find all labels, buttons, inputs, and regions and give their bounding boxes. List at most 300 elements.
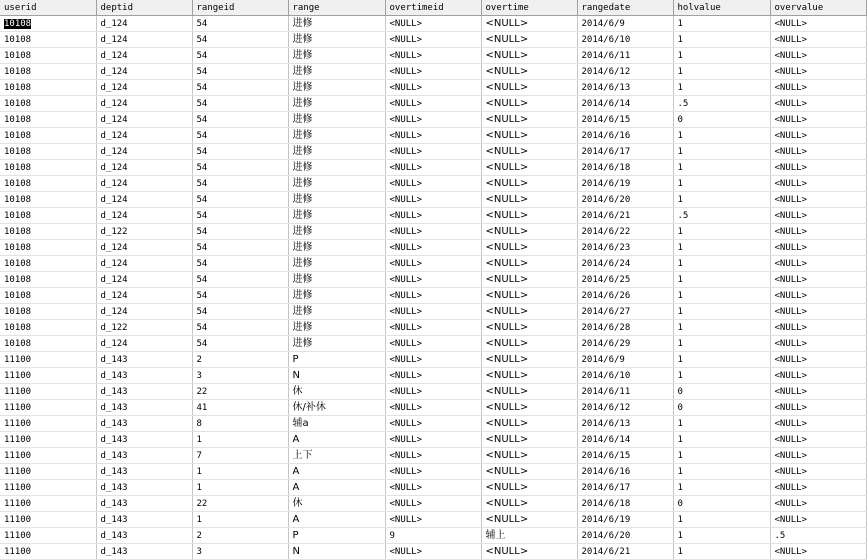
cell-overvalue[interactable] xyxy=(770,496,866,512)
table-row[interactable] xyxy=(0,128,866,144)
cell-rangedate[interactable] xyxy=(577,128,673,144)
cell-rangeid[interactable] xyxy=(192,144,288,160)
cell-range[interactable] xyxy=(288,368,385,384)
cell-userid[interactable] xyxy=(0,128,96,144)
cell-overtime[interactable] xyxy=(481,112,577,128)
cell-overtime[interactable] xyxy=(481,368,577,384)
cell-holvalue[interactable] xyxy=(673,192,770,208)
cell-overvalue[interactable] xyxy=(770,224,866,240)
cell-rangedate[interactable] xyxy=(577,96,673,112)
table-row[interactable] xyxy=(0,160,866,176)
column-header-overtimeid[interactable]: overtimeid xyxy=(385,0,481,16)
cell-holvalue[interactable] xyxy=(673,48,770,64)
cell-userid[interactable] xyxy=(0,304,96,320)
cell-overtime[interactable] xyxy=(481,48,577,64)
cell-holvalue[interactable] xyxy=(673,256,770,272)
table-row[interactable] xyxy=(0,384,866,400)
cell-overtimeid[interactable] xyxy=(385,432,481,448)
cell-holvalue[interactable] xyxy=(673,544,770,560)
column-header-overtime[interactable]: overtime xyxy=(481,0,577,16)
cell-overvalue[interactable] xyxy=(770,48,866,64)
cell-overvalue[interactable] xyxy=(770,32,866,48)
cell-userid[interactable] xyxy=(0,400,96,416)
cell-holvalue[interactable] xyxy=(673,32,770,48)
cell-overtime[interactable] xyxy=(481,160,577,176)
cell-overvalue[interactable] xyxy=(770,528,866,544)
cell-overtime[interactable] xyxy=(481,304,577,320)
column-header-deptid[interactable]: deptid xyxy=(96,0,192,16)
cell-range[interactable] xyxy=(288,544,385,560)
cell-holvalue[interactable] xyxy=(673,16,770,32)
cell-rangedate[interactable] xyxy=(577,544,673,560)
cell-userid[interactable] xyxy=(0,432,96,448)
cell-overtimeid[interactable] xyxy=(385,240,481,256)
cell-holvalue[interactable] xyxy=(673,448,770,464)
cell-overtimeid[interactable] xyxy=(385,384,481,400)
cell-rangedate[interactable] xyxy=(577,80,673,96)
cell-overtime[interactable] xyxy=(481,272,577,288)
cell-deptid[interactable] xyxy=(96,240,192,256)
table-row[interactable] xyxy=(0,16,866,32)
table-row[interactable] xyxy=(0,64,866,80)
table-row[interactable] xyxy=(0,304,866,320)
table-row[interactable] xyxy=(0,432,866,448)
cell-range[interactable] xyxy=(288,448,385,464)
cell-range[interactable] xyxy=(288,528,385,544)
cell-rangedate[interactable] xyxy=(577,32,673,48)
column-header-range[interactable]: range xyxy=(288,0,385,16)
cell-deptid[interactable] xyxy=(96,352,192,368)
table-row[interactable] xyxy=(0,288,866,304)
cell-holvalue[interactable] xyxy=(673,480,770,496)
cell-rangeid[interactable] xyxy=(192,80,288,96)
cell-rangeid[interactable] xyxy=(192,240,288,256)
cell-overvalue[interactable] xyxy=(770,352,866,368)
column-header-overvalue[interactable]: overvalue xyxy=(770,0,866,16)
cell-deptid[interactable] xyxy=(96,112,192,128)
cell-userid[interactable] xyxy=(0,448,96,464)
cell-userid[interactable] xyxy=(0,272,96,288)
cell-userid[interactable] xyxy=(0,240,96,256)
cell-rangedate[interactable] xyxy=(577,224,673,240)
cell-rangeid[interactable] xyxy=(192,336,288,352)
cell-rangeid[interactable] xyxy=(192,96,288,112)
cell-overvalue[interactable] xyxy=(770,256,866,272)
cell-deptid[interactable] xyxy=(96,256,192,272)
cell-range[interactable] xyxy=(288,304,385,320)
cell-rangedate[interactable] xyxy=(577,16,673,32)
cell-overtimeid[interactable] xyxy=(385,128,481,144)
cell-rangedate[interactable] xyxy=(577,400,673,416)
cell-overtime[interactable] xyxy=(481,528,577,544)
cell-overtimeid[interactable] xyxy=(385,480,481,496)
cell-range[interactable] xyxy=(288,432,385,448)
table-row[interactable] xyxy=(0,144,866,160)
cell-userid[interactable] xyxy=(0,112,96,128)
cell-rangedate[interactable] xyxy=(577,176,673,192)
cell-overtime[interactable] xyxy=(481,32,577,48)
table-row[interactable] xyxy=(0,96,866,112)
cell-userid[interactable] xyxy=(0,96,96,112)
cell-userid[interactable] xyxy=(0,160,96,176)
cell-rangeid[interactable] xyxy=(192,272,288,288)
cell-overvalue[interactable] xyxy=(770,544,866,560)
cell-userid[interactable] xyxy=(0,480,96,496)
cell-overtime[interactable] xyxy=(481,16,577,32)
cell-userid[interactable] xyxy=(0,528,96,544)
cell-holvalue[interactable] xyxy=(673,384,770,400)
cell-overvalue[interactable] xyxy=(770,336,866,352)
cell-range[interactable] xyxy=(288,320,385,336)
cell-rangeid[interactable] xyxy=(192,112,288,128)
cell-userid[interactable] xyxy=(0,208,96,224)
cell-userid[interactable] xyxy=(0,352,96,368)
cell-overvalue[interactable] xyxy=(770,400,866,416)
cell-rangeid[interactable] xyxy=(192,304,288,320)
cell-overvalue[interactable] xyxy=(770,368,866,384)
cell-range[interactable] xyxy=(288,400,385,416)
cell-deptid[interactable] xyxy=(96,288,192,304)
cell-holvalue[interactable] xyxy=(673,64,770,80)
cell-deptid[interactable] xyxy=(96,16,192,32)
cell-overvalue[interactable] xyxy=(770,96,866,112)
cell-overtimeid[interactable] xyxy=(385,400,481,416)
cell-rangeid[interactable] xyxy=(192,416,288,432)
cell-overvalue[interactable] xyxy=(770,320,866,336)
cell-overtime[interactable] xyxy=(481,256,577,272)
cell-holvalue[interactable] xyxy=(673,80,770,96)
cell-overtimeid[interactable] xyxy=(385,96,481,112)
cell-overvalue[interactable] xyxy=(770,128,866,144)
table-row[interactable] xyxy=(0,448,866,464)
table-row[interactable] xyxy=(0,192,866,208)
table-row[interactable] xyxy=(0,256,866,272)
cell-overtime[interactable] xyxy=(481,208,577,224)
cell-userid[interactable] xyxy=(0,80,96,96)
table-row[interactable] xyxy=(0,272,866,288)
cell-rangeid[interactable] xyxy=(192,448,288,464)
cell-range[interactable] xyxy=(288,288,385,304)
cell-overtime[interactable] xyxy=(481,512,577,528)
cell-rangeid[interactable] xyxy=(192,544,288,560)
cell-rangeid[interactable] xyxy=(192,64,288,80)
table-row[interactable] xyxy=(0,400,866,416)
cell-rangedate[interactable] xyxy=(577,112,673,128)
cell-overvalue[interactable] xyxy=(770,160,866,176)
cell-overvalue[interactable] xyxy=(770,416,866,432)
cell-overtime[interactable] xyxy=(481,544,577,560)
cell-rangeid[interactable] xyxy=(192,464,288,480)
cell-rangedate[interactable] xyxy=(577,160,673,176)
cell-rangeid[interactable] xyxy=(192,288,288,304)
cell-rangeid[interactable] xyxy=(192,48,288,64)
table-row[interactable] xyxy=(0,336,866,352)
cell-overtimeid[interactable] xyxy=(385,272,481,288)
cell-overvalue[interactable] xyxy=(770,448,866,464)
cell-rangedate[interactable] xyxy=(577,144,673,160)
cell-deptid[interactable] xyxy=(96,304,192,320)
cell-holvalue[interactable] xyxy=(673,416,770,432)
cell-overtimeid[interactable] xyxy=(385,528,481,544)
cell-deptid[interactable] xyxy=(96,480,192,496)
cell-overtime[interactable] xyxy=(481,336,577,352)
cell-deptid[interactable] xyxy=(96,144,192,160)
cell-rangedate[interactable] xyxy=(577,272,673,288)
cell-userid[interactable] xyxy=(0,64,96,80)
table-row[interactable] xyxy=(0,176,866,192)
cell-range[interactable] xyxy=(288,64,385,80)
cell-range[interactable] xyxy=(288,352,385,368)
cell-overtime[interactable] xyxy=(481,384,577,400)
cell-holvalue[interactable] xyxy=(673,464,770,480)
cell-overtimeid[interactable] xyxy=(385,64,481,80)
table-row[interactable] xyxy=(0,416,866,432)
cell-range[interactable] xyxy=(288,160,385,176)
cell-deptid[interactable] xyxy=(96,208,192,224)
cell-range[interactable] xyxy=(288,384,385,400)
cell-rangedate[interactable] xyxy=(577,320,673,336)
cell-rangedate[interactable] xyxy=(577,496,673,512)
cell-overvalue[interactable] xyxy=(770,208,866,224)
cell-overtimeid[interactable] xyxy=(385,320,481,336)
cell-rangeid[interactable] xyxy=(192,176,288,192)
cell-range[interactable] xyxy=(288,32,385,48)
cell-overtimeid[interactable] xyxy=(385,336,481,352)
cell-holvalue[interactable] xyxy=(673,528,770,544)
cell-holvalue[interactable] xyxy=(673,144,770,160)
cell-holvalue[interactable] xyxy=(673,304,770,320)
cell-overtimeid[interactable] xyxy=(385,16,481,32)
cell-overtime[interactable] xyxy=(481,224,577,240)
cell-holvalue[interactable] xyxy=(673,400,770,416)
cell-deptid[interactable] xyxy=(96,320,192,336)
cell-userid[interactable] xyxy=(0,320,96,336)
cell-deptid[interactable] xyxy=(96,80,192,96)
cell-userid[interactable] xyxy=(0,192,96,208)
cell-holvalue[interactable] xyxy=(673,352,770,368)
cell-overvalue[interactable] xyxy=(770,112,866,128)
cell-overtimeid[interactable] xyxy=(385,32,481,48)
cell-range[interactable] xyxy=(288,112,385,128)
cell-deptid[interactable] xyxy=(96,272,192,288)
cell-overvalue[interactable] xyxy=(770,304,866,320)
cell-deptid[interactable] xyxy=(96,48,192,64)
cell-overtime[interactable] xyxy=(481,480,577,496)
cell-overtime[interactable] xyxy=(481,400,577,416)
cell-range[interactable] xyxy=(288,192,385,208)
cell-deptid[interactable] xyxy=(96,448,192,464)
table-row[interactable] xyxy=(0,480,866,496)
cell-range[interactable] xyxy=(288,176,385,192)
cell-range[interactable] xyxy=(288,96,385,112)
cell-overvalue[interactable] xyxy=(770,288,866,304)
cell-range[interactable] xyxy=(288,80,385,96)
cell-rangedate[interactable] xyxy=(577,384,673,400)
cell-userid[interactable] xyxy=(0,32,96,48)
cell-overtime[interactable] xyxy=(481,192,577,208)
cell-deptid[interactable] xyxy=(96,64,192,80)
cell-rangedate[interactable] xyxy=(577,448,673,464)
cell-userid[interactable] xyxy=(0,496,96,512)
cell-overtime[interactable] xyxy=(481,64,577,80)
cell-userid[interactable] xyxy=(0,416,96,432)
cell-overtime[interactable] xyxy=(481,176,577,192)
table-row[interactable] xyxy=(0,224,866,240)
cell-rangeid[interactable] xyxy=(192,480,288,496)
cell-userid[interactable] xyxy=(0,544,96,560)
cell-range[interactable] xyxy=(288,464,385,480)
cell-holvalue[interactable] xyxy=(673,128,770,144)
cell-holvalue[interactable] xyxy=(673,224,770,240)
table-row[interactable] xyxy=(0,528,866,544)
cell-rangeid[interactable] xyxy=(192,208,288,224)
cell-overtimeid[interactable] xyxy=(385,304,481,320)
cell-rangedate[interactable] xyxy=(577,240,673,256)
cell-deptid[interactable] xyxy=(96,96,192,112)
cell-overtimeid[interactable] xyxy=(385,192,481,208)
cell-deptid[interactable] xyxy=(96,336,192,352)
cell-userid[interactable] xyxy=(0,384,96,400)
cell-rangedate[interactable] xyxy=(577,256,673,272)
cell-holvalue[interactable] xyxy=(673,240,770,256)
cell-rangedate[interactable] xyxy=(577,208,673,224)
cell-holvalue[interactable] xyxy=(673,96,770,112)
cell-rangedate[interactable] xyxy=(577,432,673,448)
cell-rangeid[interactable] xyxy=(192,32,288,48)
cell-rangeid[interactable] xyxy=(192,432,288,448)
cell-overtimeid[interactable] xyxy=(385,288,481,304)
cell-deptid[interactable] xyxy=(96,416,192,432)
cell-deptid[interactable] xyxy=(96,528,192,544)
cell-overtime[interactable] xyxy=(481,432,577,448)
cell-deptid[interactable] xyxy=(96,400,192,416)
table-row[interactable] xyxy=(0,48,866,64)
cell-overtime[interactable] xyxy=(481,240,577,256)
cell-overtimeid[interactable] xyxy=(385,512,481,528)
cell-rangeid[interactable] xyxy=(192,512,288,528)
cell-holvalue[interactable] xyxy=(673,176,770,192)
cell-deptid[interactable] xyxy=(96,176,192,192)
cell-overtimeid[interactable] xyxy=(385,448,481,464)
cell-userid[interactable] xyxy=(0,224,96,240)
cell-overtime[interactable] xyxy=(481,464,577,480)
cell-overtime[interactable] xyxy=(481,448,577,464)
cell-overtime[interactable] xyxy=(481,496,577,512)
cell-deptid[interactable] xyxy=(96,224,192,240)
cell-overtimeid[interactable] xyxy=(385,352,481,368)
cell-overtime[interactable] xyxy=(481,80,577,96)
cell-holvalue[interactable] xyxy=(673,112,770,128)
cell-rangedate[interactable] xyxy=(577,512,673,528)
cell-overtimeid[interactable] xyxy=(385,176,481,192)
table-row[interactable] xyxy=(0,544,866,560)
cell-userid[interactable] xyxy=(0,256,96,272)
cell-range[interactable] xyxy=(288,480,385,496)
cell-rangedate[interactable] xyxy=(577,528,673,544)
cell-overtime[interactable] xyxy=(481,416,577,432)
cell-overvalue[interactable] xyxy=(770,512,866,528)
cell-rangedate[interactable] xyxy=(577,352,673,368)
cell-rangedate[interactable] xyxy=(577,64,673,80)
cell-rangeid[interactable] xyxy=(192,320,288,336)
cell-deptid[interactable] xyxy=(96,368,192,384)
column-header-rangeid[interactable]: rangeid xyxy=(192,0,288,16)
cell-deptid[interactable] xyxy=(96,128,192,144)
cell-rangedate[interactable] xyxy=(577,192,673,208)
cell-rangedate[interactable] xyxy=(577,48,673,64)
cell-overvalue[interactable] xyxy=(770,80,866,96)
cell-overvalue[interactable] xyxy=(770,432,866,448)
cell-rangeid[interactable] xyxy=(192,192,288,208)
cell-rangeid[interactable] xyxy=(192,496,288,512)
table-row[interactable] xyxy=(0,112,866,128)
cell-overtimeid[interactable] xyxy=(385,112,481,128)
cell-deptid[interactable] xyxy=(96,464,192,480)
cell-holvalue[interactable] xyxy=(673,320,770,336)
table-row[interactable] xyxy=(0,208,866,224)
cell-overtimeid[interactable] xyxy=(385,256,481,272)
column-header-userid[interactable]: userid xyxy=(0,0,96,16)
cell-overtime[interactable] xyxy=(481,128,577,144)
cell-userid[interactable] xyxy=(0,288,96,304)
cell-rangedate[interactable] xyxy=(577,304,673,320)
table-row[interactable] xyxy=(0,80,866,96)
cell-deptid[interactable] xyxy=(96,192,192,208)
cell-deptid[interactable] xyxy=(96,160,192,176)
cell-overvalue[interactable] xyxy=(770,464,866,480)
cell-range[interactable] xyxy=(288,256,385,272)
cell-rangeid[interactable] xyxy=(192,368,288,384)
cell-range[interactable] xyxy=(288,48,385,64)
table-row[interactable] xyxy=(0,496,866,512)
cell-deptid[interactable] xyxy=(96,384,192,400)
cell-overvalue[interactable] xyxy=(770,384,866,400)
cell-rangeid[interactable] xyxy=(192,528,288,544)
cell-userid[interactable] xyxy=(0,464,96,480)
cell-rangedate[interactable] xyxy=(577,368,673,384)
cell-overvalue[interactable] xyxy=(770,176,866,192)
cell-range[interactable] xyxy=(288,144,385,160)
cell-deptid[interactable] xyxy=(96,512,192,528)
cell-deptid[interactable] xyxy=(96,544,192,560)
cell-overtime[interactable] xyxy=(481,96,577,112)
cell-deptid[interactable] xyxy=(96,496,192,512)
cell-rangeid[interactable] xyxy=(192,256,288,272)
cell-overtime[interactable] xyxy=(481,144,577,160)
cell-overvalue[interactable] xyxy=(770,480,866,496)
table-row[interactable] xyxy=(0,240,866,256)
cell-overvalue[interactable] xyxy=(770,64,866,80)
cell-overtimeid[interactable] xyxy=(385,368,481,384)
cell-holvalue[interactable] xyxy=(673,368,770,384)
cell-holvalue[interactable] xyxy=(673,496,770,512)
cell-range[interactable] xyxy=(288,416,385,432)
selected-cell[interactable] xyxy=(0,16,96,32)
cell-overtimeid[interactable] xyxy=(385,416,481,432)
cell-overtimeid[interactable] xyxy=(385,144,481,160)
cell-rangedate[interactable] xyxy=(577,480,673,496)
cell-range[interactable] xyxy=(288,272,385,288)
cell-deptid[interactable] xyxy=(96,32,192,48)
cell-userid[interactable] xyxy=(0,368,96,384)
cell-overvalue[interactable] xyxy=(770,240,866,256)
table-row[interactable] xyxy=(0,368,866,384)
cell-range[interactable] xyxy=(288,16,385,32)
cell-holvalue[interactable] xyxy=(673,512,770,528)
cell-rangeid[interactable] xyxy=(192,16,288,32)
table-row[interactable] xyxy=(0,512,866,528)
table-row[interactable] xyxy=(0,464,866,480)
